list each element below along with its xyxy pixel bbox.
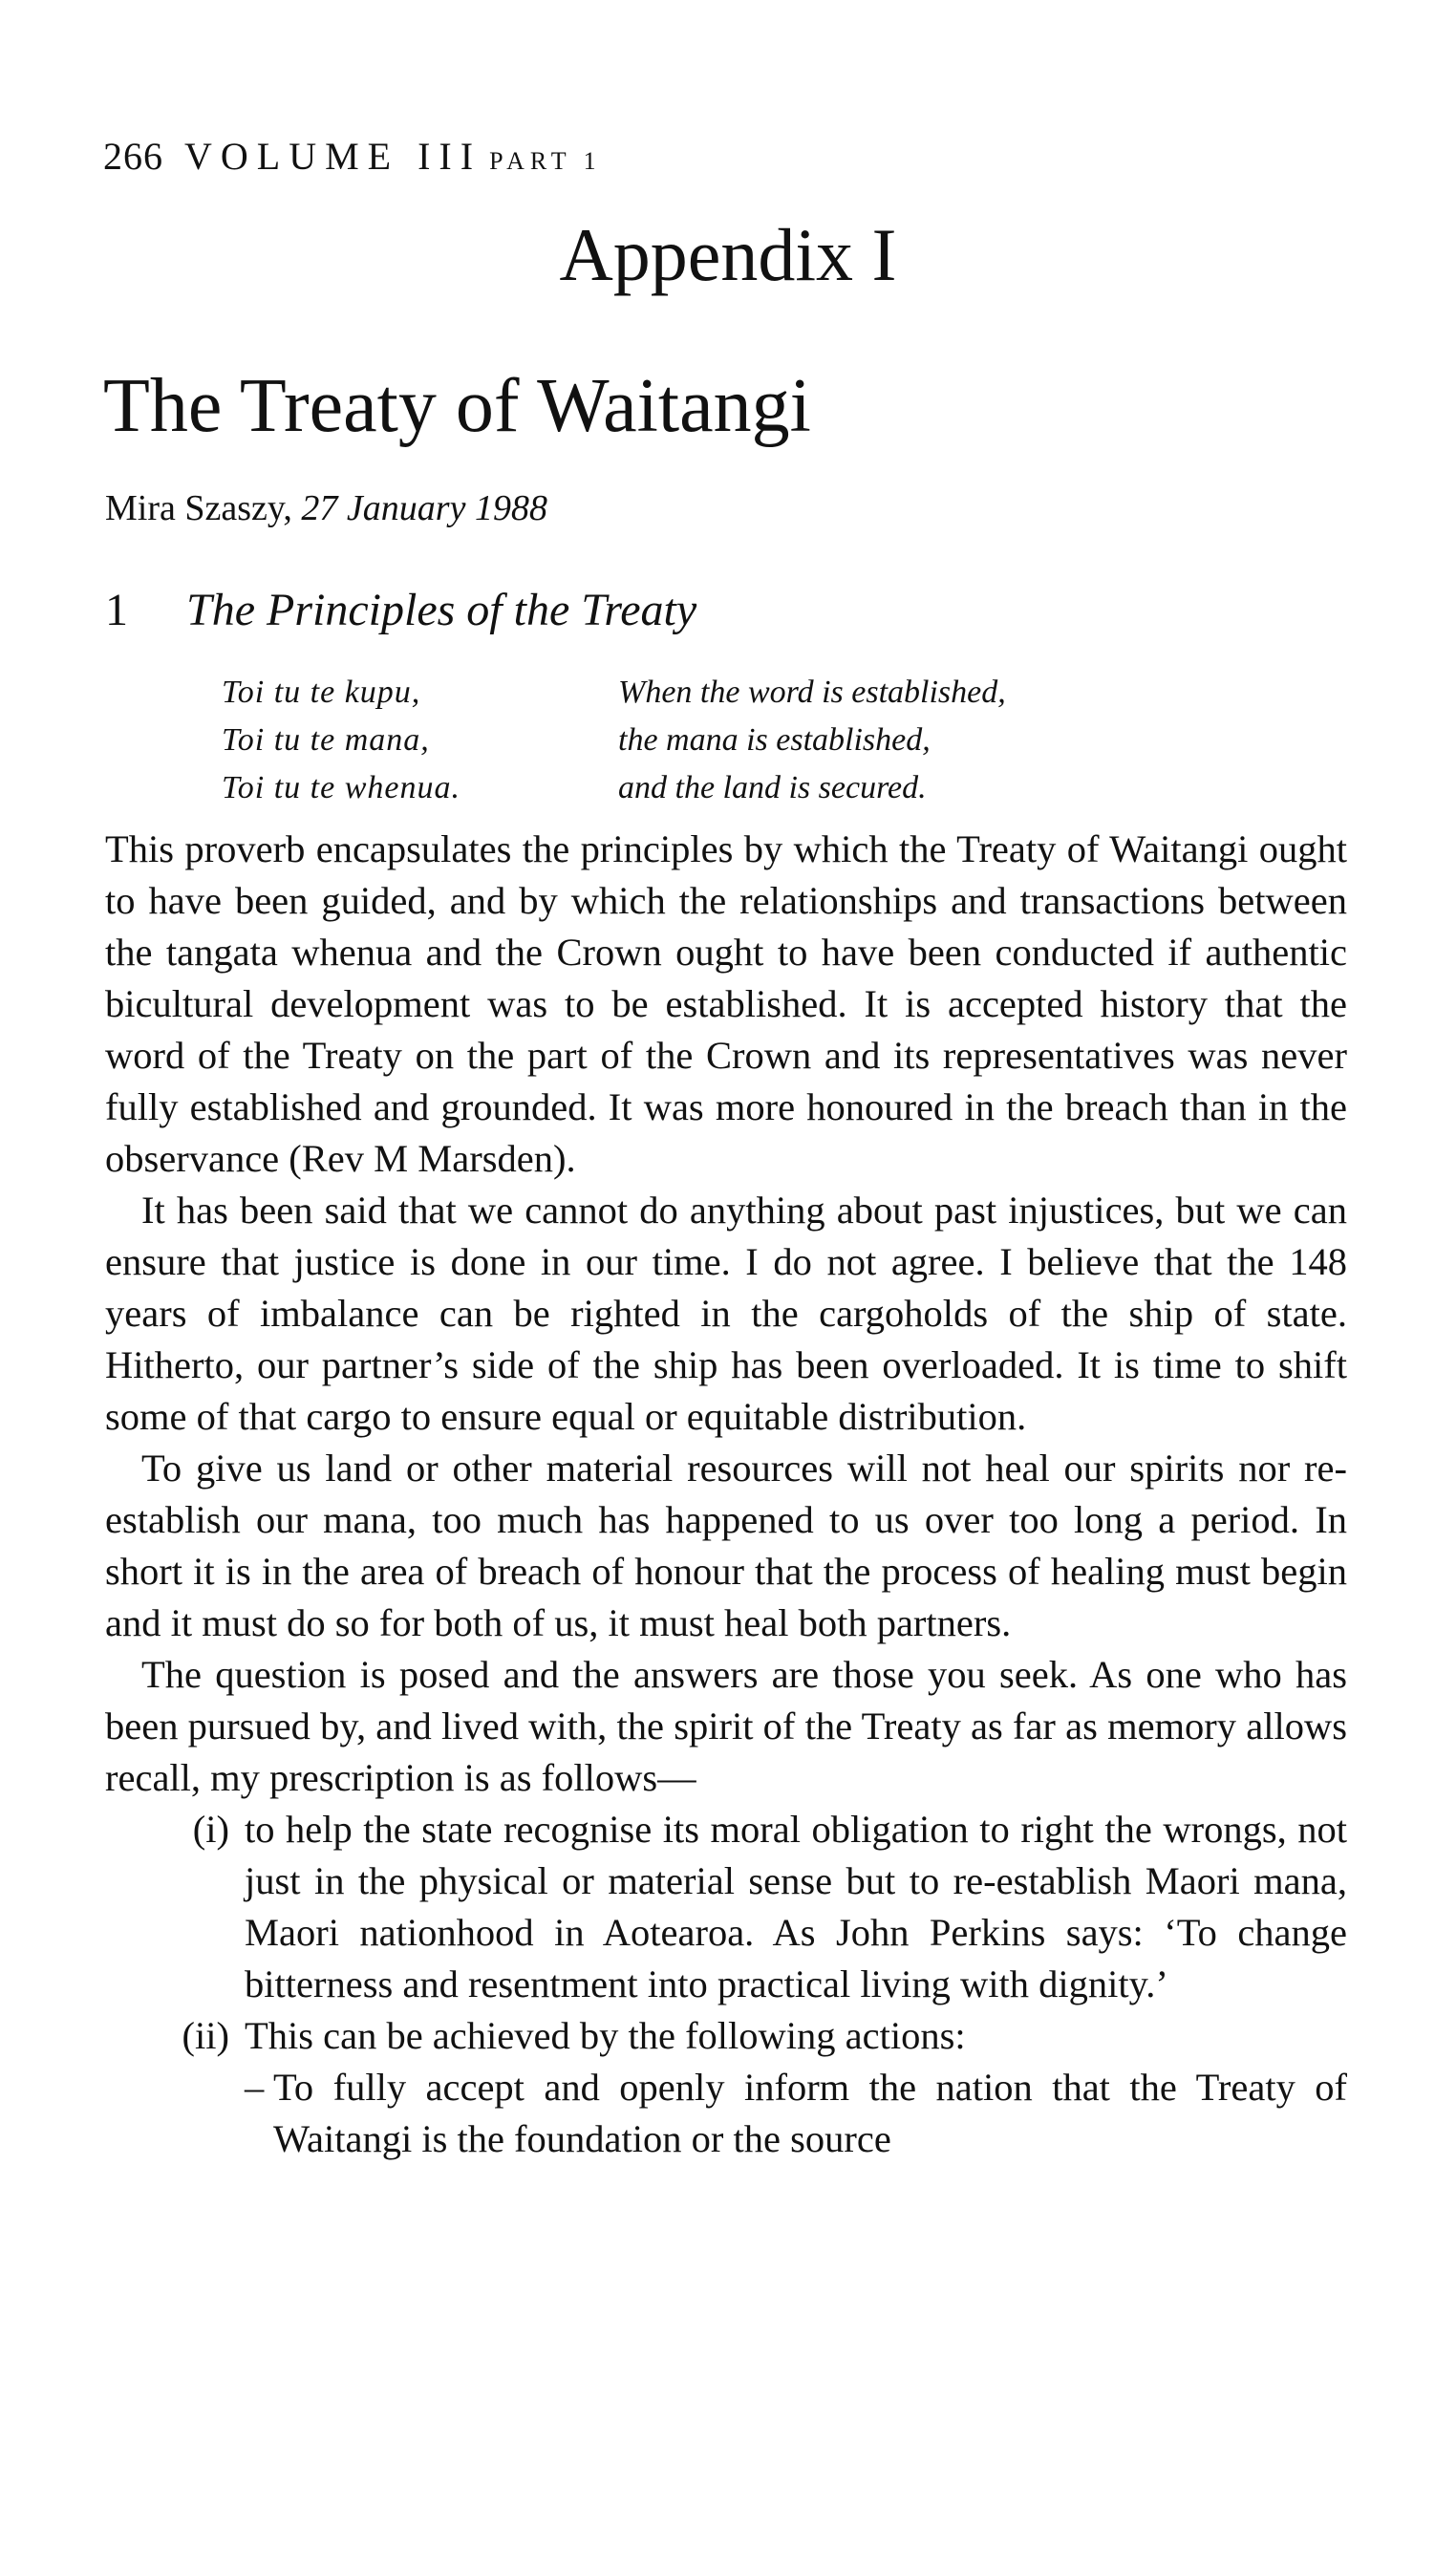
list-marker: (ii) (182, 2014, 229, 2057)
section-number: 1 (105, 585, 128, 635)
page-number: 266 (103, 135, 163, 178)
running-head (103, 134, 602, 179)
proverb-english: and the land is secured. (618, 770, 927, 805)
proverb-maori: Toi tu te kupu, (222, 675, 421, 710)
paragraph: To give us land or other material resources will not heal our spirits nor re-establish our mana, too much has happened to us over too long a period. In short it is in the area of breach of honour that the process of healing must begin and it must do so for both of us, it must heal both partners. (105, 1447, 1347, 1644)
list-item-text: This can be achieved by the following actions: (245, 2014, 966, 2057)
proverb-line (222, 717, 1081, 764)
dash-marker: – (245, 2066, 265, 2109)
sub-list-item (105, 2062, 1347, 2165)
body-text (105, 824, 1347, 2165)
list-marker: (i) (192, 1808, 229, 1851)
paragraph: This proverb encapsulates the principles by which the Treaty of Waitangi ought to have been guided, and by which the relationships and transactions between the tangata whenua and the Crown ought to have been conducted if authentic bicultural development was to be established. It is accepted history that the word of the Treaty on the part of the Crown and its representatives was never fully established and grounded. It was more honoured in the breach than in the observance (Rev M Marsden). (105, 827, 1347, 1180)
prescription-list (105, 1804, 1347, 2165)
date: 27 January 1988 (301, 488, 547, 528)
paragraph: It has been said that we cannot do anything about past injustices, but we can ensure that justice is done in our time. I do not agree. I believe that the 148 years of imbalance can be righted in the cargoholds of the ship of state. Hitherto, our partner’s side of the ship has been overloaded. It is time to shift some of that cargo to ensure equal or equitable distribution. (105, 1189, 1347, 1438)
proverb-block (222, 669, 1081, 812)
section-heading (105, 583, 696, 638)
list-item (105, 1804, 1347, 2010)
proverb-maori: Toi tu te mana, (222, 722, 430, 758)
section-title: The Principles of the Treaty (186, 585, 697, 635)
proverb-maori: Toi tu te whenua. (222, 770, 460, 805)
list-item (105, 2010, 1347, 2062)
sub-list-item-text: To fully accept and openly inform the nation that the Treaty of Waitangi is the foundation or the source (273, 2066, 1347, 2160)
proverb-line (222, 764, 1081, 812)
proverb-line (222, 669, 1081, 717)
byline (105, 487, 547, 531)
paragraph: The question is posed and the answers are those you seek. As one who has been pursued by, and lived with, the spirit of the Treaty as far as memory allows recall, my prescription is as follows— (105, 1653, 1347, 1799)
page-title: The Treaty of Waitangi (103, 364, 811, 448)
list-item-text: to help the state recognise its moral obligation to right the wrongs, not just in the physical or material sense but to re-establish Maori mana, Maori nationhood in Aotearoa. As John Perkins says: ‘To change bitterness and resentment into practical living with dignity.’ (245, 1808, 1347, 2005)
proverb-english: When the word is established, (618, 675, 1006, 710)
part-label: PART 1 (489, 147, 602, 175)
author: Mira Szaszy, (105, 488, 292, 528)
volume-label: VOLUME III (184, 135, 482, 178)
appendix-title: Appendix I (559, 213, 897, 296)
proverb-english: the mana is established, (618, 722, 931, 758)
